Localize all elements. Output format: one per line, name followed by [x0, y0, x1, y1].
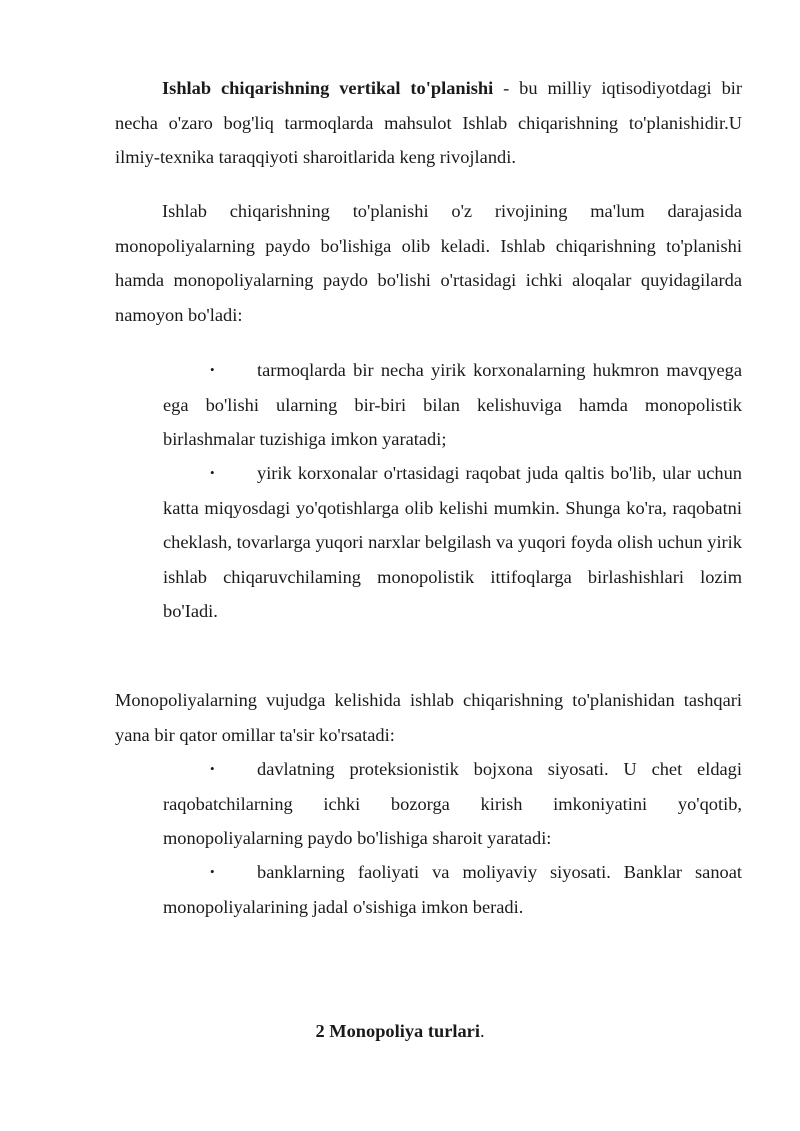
paragraph-other-factors: Monopoliyalarning vujudga kelishida ishlab chiqarishning to'planishidan tashqari yana bir qator omillar ta'sir ko'rsatadi:: [115, 690, 742, 745]
paragraph-concentration-monopolies: Ishlab chiqarishning to'planishi o'z rivojining ma'lum darajasida monopoliyalarning paydo bo'lishiga olib keladi. Ishlab chiqarishning to'planishi hamda monopoliyalarning paydo bo'lishi o'rtasidagi ichki aloqalar quyidagilarda namoyon bo'ladi:: [115, 201, 742, 325]
bullet-marker: •: [210, 362, 215, 377]
bullet-marker: •: [210, 761, 215, 776]
list-item: [163, 456, 742, 629]
bullet-marker: •: [210, 465, 215, 480]
list-item-text: davlatning proteksionistik bojxona siyosati. U chet eldagi raqobatchilarning ichki bozorga kirish imkoniyatini yo'qotib, monopoliyalarning paydo bo'lishiga sharoit yaratadi:: [163, 759, 742, 848]
list-item: [163, 353, 742, 457]
section-heading: [0, 1014, 800, 1049]
list-item: [163, 855, 742, 924]
section-heading-period: .: [479, 1021, 485, 1041]
paragraph-text: - bu milliy iqtisodiyotdagi bir necha o'zaro bog'liq tarmoqlarda mahsulot Ishlab chiqarishning to'planishidir.U ilmiy-texnika taraqqiyoti sharoitlarida keng rivojlandi.: [115, 78, 743, 167]
list-item-text: yirik korxonalar o'rtasidagi raqobat juda qaltis bo'lib, ular uchun katta miqyosdagi yo'qotishlarga olib kelishi mumkin. Shunga ko'ra, raqobatni cheklash, tovarlarga yuqori narxlar belgilash va yuqori foyda olish uchun yirik ishlab chiqaruvchilaming monopolistik ittifoqlarga birlashishlari lozim bo'Iadi.: [163, 463, 742, 621]
paragraph-vertical-concentration: [115, 71, 742, 175]
list-item-text: tarmoqlarda bir necha yirik korxonalarning hukmron mavqyega ega bo'lishi ularning bir-biri bilan kelishuviga hamda monopolistik birlashmalar tuzishiga imkon yaratadi;: [163, 360, 742, 449]
list-item-text: banklarning faoliyati va moliyaviy siyosati. Banklar sanoat monopoliyalarining jadal o'sishiga imkon beradi.: [163, 862, 742, 917]
term-vertical-concentration: Ishlab chiqarishning vertikal to'planishi: [162, 78, 494, 98]
section-heading-text: 2 Monopoliya turlari: [315, 1021, 480, 1041]
list-item: [163, 752, 742, 856]
bullet-marker: •: [210, 864, 215, 879]
